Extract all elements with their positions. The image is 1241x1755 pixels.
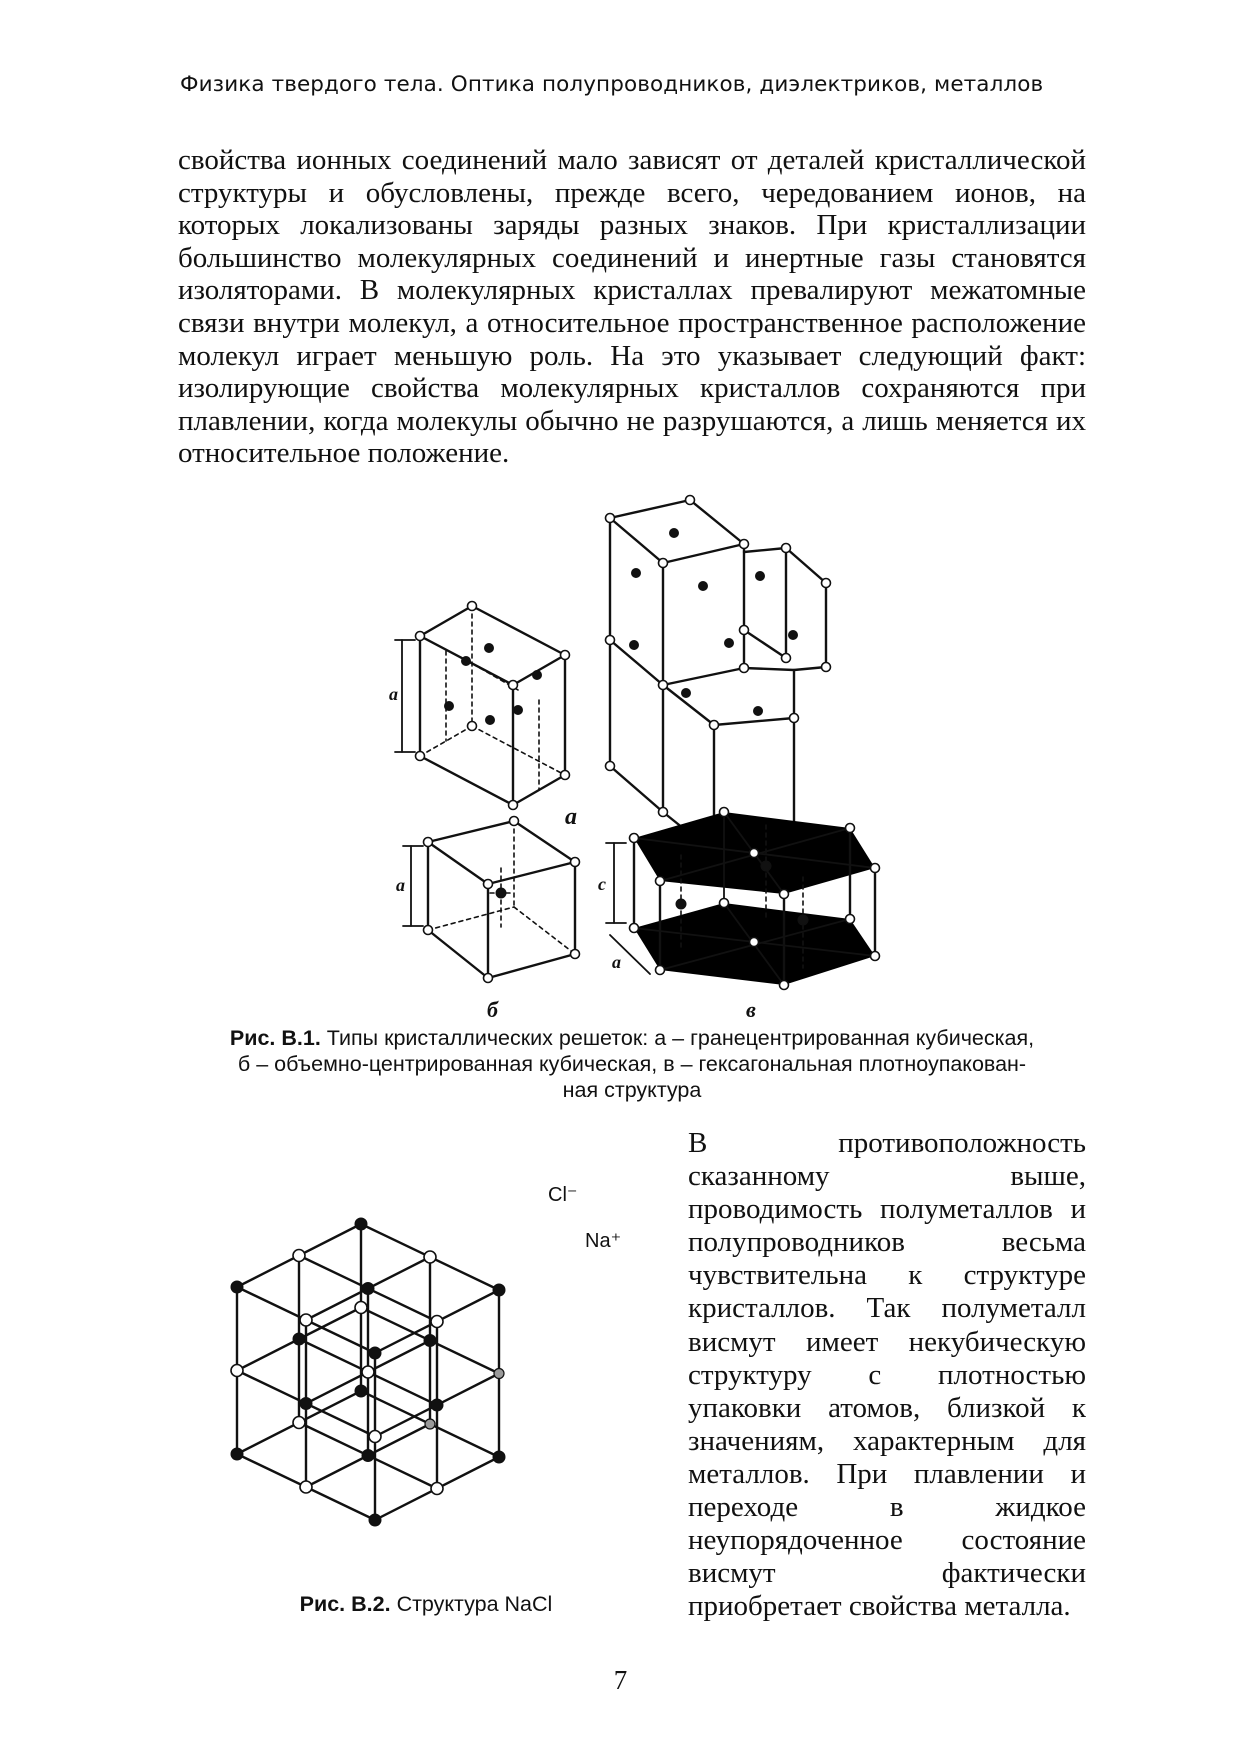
dimension-a-label-b: a	[396, 875, 405, 895]
panel-a-label: а	[565, 804, 577, 830]
na-ion	[231, 1281, 243, 1293]
panel-b-label: б	[487, 997, 498, 1022]
na-ion	[355, 1385, 367, 1397]
cl-ion	[300, 1481, 312, 1493]
na-ion-label: Na⁺	[585, 1230, 622, 1252]
na-ion	[362, 1283, 374, 1295]
figure-1-caption-line-1: Типы кристаллических решеток: а – гранецентрированная кубическая,	[326, 1026, 1035, 1050]
na-ion	[369, 1347, 381, 1359]
na-ion	[293, 1333, 305, 1345]
na-ion	[493, 1451, 505, 1463]
na-ion	[431, 1399, 443, 1411]
dimension-a-label: a	[389, 684, 398, 704]
panel-v-label: в	[746, 997, 756, 1022]
cl-ion-label: Cl⁻	[548, 1184, 578, 1206]
na-ion	[369, 1514, 381, 1526]
na-ion	[355, 1218, 367, 1230]
cl-ion	[231, 1365, 243, 1377]
cl-ion	[424, 1251, 436, 1263]
cl-ion	[362, 1366, 374, 1378]
cl-ion	[425, 1419, 435, 1429]
figure-1-caption-line-2: б – объемно-центрированная кубическая, в – гексагональная плотноупакован-	[237, 1052, 1027, 1076]
na-ion	[231, 1448, 243, 1460]
cl-ion	[293, 1250, 305, 1262]
cl-ion	[300, 1314, 312, 1326]
page-number: 7	[613, 1665, 628, 1695]
cl-ion	[369, 1431, 381, 1443]
nacl-lattice-diagram	[231, 1218, 505, 1526]
body-paragraph: свойства ионных соединений мало зависят от деталей кристаллической структуры и обусловлены, прежде всего, чередованием ионов, на которых локализованы заряды разных знаков. При кристаллизации большинство молекулярных соединений и инертные газы становятся изоляторами. В молекулярных кристаллах превалируют межатомные связи внутри молекул, а относительное пространственное расположение молекул играет меньшую роль. На это указывает следующий факт: изолирующие свойства молекулярных кристаллов сохраняются при плавлении, когда молекулы обычно не разрушаются, а лишь меняется их относительное положение.	[178, 144, 1086, 470]
running-head: Физика твердого тела. Оптика полупроводников, диэлектриков, металлов	[180, 72, 1044, 97]
na-ion	[300, 1398, 312, 1410]
cl-ion	[431, 1483, 443, 1495]
na-ion	[493, 1284, 505, 1296]
na-ion	[362, 1450, 374, 1462]
cl-ion	[293, 1417, 305, 1429]
figure-2-caption-label: Рис. В.2.	[299, 1592, 391, 1616]
na-ion	[424, 1335, 436, 1347]
dimension-c-label: c	[598, 874, 606, 894]
figure-2-caption-text: Структура NaCl	[396, 1592, 553, 1616]
cl-ion	[355, 1302, 367, 1314]
dimension-a-label-v: a	[612, 952, 621, 972]
side-paragraph: В противоположность сказанному выше, проводимость полуметаллов и полупроводников весьма чувствительна к структуре кристаллов. Так полуметалл висмут имеет некубическую структуру с плотностью упаковки атомов, близкой к значениям, характерным для металлов. При плавлении и переходе в жидкое неупорядоченное состояние висмут фактически приобретает свойства металла.	[688, 1127, 1086, 1623]
figure-1-caption-line-3: ная структура	[562, 1078, 702, 1102]
cl-ion	[494, 1369, 504, 1379]
cl-ion	[431, 1316, 443, 1328]
figure-1-caption-label: Рис. В.1.	[229, 1026, 321, 1050]
figure-2-caption	[176, 1592, 676, 1617]
